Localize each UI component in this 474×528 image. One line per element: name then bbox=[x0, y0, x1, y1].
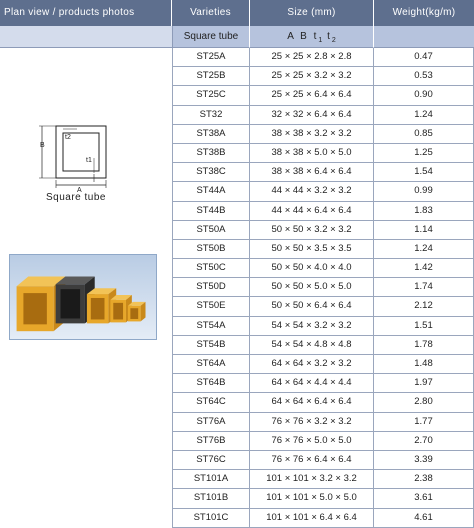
variety-cell: ST101A bbox=[172, 470, 250, 488]
table-row bbox=[172, 451, 474, 470]
table-row bbox=[172, 182, 474, 201]
dim-t2-label: $t_2$ bbox=[327, 31, 336, 44]
size-cell: 50 × 50 × 5.0 × 5.0 bbox=[250, 278, 374, 296]
diagram-label-b: B bbox=[40, 142, 45, 149]
weight-cell: 1.14 bbox=[374, 221, 474, 239]
table-row bbox=[172, 470, 474, 489]
weight-cell: 1.48 bbox=[374, 355, 474, 373]
variety-cell: ST64C bbox=[172, 393, 250, 411]
size-cell: 76 × 76 × 5.0 × 5.0 bbox=[250, 432, 374, 450]
variety-cell: ST76A bbox=[172, 413, 250, 431]
size-cell: 44 × 44 × 3.2 × 3.2 bbox=[250, 182, 374, 200]
table-row bbox=[172, 489, 474, 508]
table-row bbox=[172, 221, 474, 240]
size-cell: 101 × 101 × 3.2 × 3.2 bbox=[250, 470, 374, 488]
weight-cell: 1.78 bbox=[374, 336, 474, 354]
size-cell: 25 × 25 × 6.4 × 6.4 bbox=[250, 86, 374, 104]
size-cell: 38 × 38 × 6.4 × 6.4 bbox=[250, 163, 374, 181]
variety-cell: ST25C bbox=[172, 86, 250, 104]
table-row bbox=[172, 48, 474, 67]
variety-cell: ST44A bbox=[172, 182, 250, 200]
size-cell: 38 × 38 × 5.0 × 5.0 bbox=[250, 144, 374, 162]
weight-cell: 1.77 bbox=[374, 413, 474, 431]
header-plan-view: Plan view / products photos bbox=[0, 0, 172, 26]
table-row bbox=[172, 106, 474, 125]
weight-cell: 1.83 bbox=[374, 202, 474, 220]
table-row bbox=[172, 86, 474, 105]
size-cell: 44 × 44 × 6.4 × 6.4 bbox=[250, 202, 374, 220]
weight-cell: 1.54 bbox=[374, 163, 474, 181]
table-row bbox=[172, 240, 474, 259]
variety-cell: ST25A bbox=[172, 48, 250, 66]
weight-cell: 3.39 bbox=[374, 451, 474, 469]
variety-cell: ST64B bbox=[172, 374, 250, 392]
weight-cell: 1.25 bbox=[374, 144, 474, 162]
table-row bbox=[172, 317, 474, 336]
variety-cell: ST50D bbox=[172, 278, 250, 296]
variety-cell: ST38A bbox=[172, 125, 250, 143]
size-cell: 32 × 32 × 6.4 × 6.4 bbox=[250, 106, 374, 124]
products-photo bbox=[9, 254, 157, 340]
table-row bbox=[172, 393, 474, 412]
size-cell: 64 × 64 × 4.4 × 4.4 bbox=[250, 374, 374, 392]
variety-cell: ST64A bbox=[172, 355, 250, 373]
size-cell: 76 × 76 × 3.2 × 3.2 bbox=[250, 413, 374, 431]
table-row bbox=[172, 336, 474, 355]
size-cell: 50 × 50 × 3.5 × 3.5 bbox=[250, 240, 374, 258]
size-cell: 54 × 54 × 3.2 × 3.2 bbox=[250, 317, 374, 335]
header-weight: Weight(kg/m) bbox=[374, 0, 474, 26]
variety-cell: ST101B bbox=[172, 489, 250, 507]
weight-cell: 1.24 bbox=[374, 240, 474, 258]
variety-cell: ST76C bbox=[172, 451, 250, 469]
subheader-weight bbox=[374, 26, 474, 48]
weight-cell: 2.70 bbox=[374, 432, 474, 450]
size-cell: 101 × 101 × 6.4 × 6.4 bbox=[250, 509, 374, 527]
variety-cell: ST32 bbox=[172, 106, 250, 124]
variety-cell: ST50B bbox=[172, 240, 250, 258]
table-row bbox=[172, 163, 474, 182]
weight-cell: 0.90 bbox=[374, 86, 474, 104]
diagram-label-a: A bbox=[77, 187, 82, 194]
variety-cell: ST54B bbox=[172, 336, 250, 354]
variety-cell: ST50A bbox=[172, 221, 250, 239]
diagram-label-t2: t2 bbox=[65, 134, 71, 141]
weight-cell: 1.97 bbox=[374, 374, 474, 392]
size-cell: 64 × 64 × 6.4 × 6.4 bbox=[250, 393, 374, 411]
dim-a-label: A bbox=[287, 31, 296, 42]
variety-cell: ST101C bbox=[172, 509, 250, 527]
table-row bbox=[172, 374, 474, 393]
table-row bbox=[172, 202, 474, 221]
dim-t1-label: $t_1$ bbox=[313, 31, 323, 44]
dim-b-label: B bbox=[300, 31, 309, 42]
weight-cell: 0.53 bbox=[374, 67, 474, 85]
spec-table bbox=[172, 48, 474, 528]
diagram-label-t1: t1 bbox=[86, 157, 92, 164]
diagram-caption: Square tube bbox=[46, 192, 106, 203]
variety-cell: ST50E bbox=[172, 297, 250, 315]
table-row bbox=[172, 432, 474, 451]
header-size: Size (mm) bbox=[250, 0, 374, 26]
size-cell: 38 × 38 × 3.2 × 3.2 bbox=[250, 125, 374, 143]
variety-cell: ST76B bbox=[172, 432, 250, 450]
subheader-square-tube: Square tube bbox=[172, 26, 250, 48]
subheader-dimensions bbox=[250, 26, 374, 48]
table-row bbox=[172, 144, 474, 163]
variety-cell: ST50C bbox=[172, 259, 250, 277]
size-cell: 101 × 101 × 5.0 × 5.0 bbox=[250, 489, 374, 507]
weight-cell: 0.85 bbox=[374, 125, 474, 143]
size-cell: 50 × 50 × 6.4 × 6.4 bbox=[250, 297, 374, 315]
size-cell: 25 × 25 × 2.8 × 2.8 bbox=[250, 48, 374, 66]
size-cell: 25 × 25 × 3.2 × 3.2 bbox=[250, 67, 374, 85]
weight-cell: 1.74 bbox=[374, 278, 474, 296]
header-varieties: Varieties bbox=[172, 0, 250, 26]
size-cell: 64 × 64 × 3.2 × 3.2 bbox=[250, 355, 374, 373]
variety-cell: ST38C bbox=[172, 163, 250, 181]
table-row bbox=[172, 509, 474, 528]
variety-cell: ST54A bbox=[172, 317, 250, 335]
tube-5 bbox=[128, 302, 146, 322]
table-row bbox=[172, 67, 474, 86]
weight-cell: 0.99 bbox=[374, 182, 474, 200]
weight-cell: 1.24 bbox=[374, 106, 474, 124]
table-row bbox=[172, 278, 474, 297]
size-cell: 50 × 50 × 3.2 × 3.2 bbox=[250, 221, 374, 239]
weight-cell: 3.61 bbox=[374, 489, 474, 507]
subheader-left bbox=[0, 26, 172, 48]
size-cell: 76 × 76 × 6.4 × 6.4 bbox=[250, 451, 374, 469]
variety-cell: ST44B bbox=[172, 202, 250, 220]
weight-cell: 1.42 bbox=[374, 259, 474, 277]
weight-cell: 4.61 bbox=[374, 509, 474, 527]
size-cell: 54 × 54 × 4.8 × 4.8 bbox=[250, 336, 374, 354]
table-row bbox=[172, 297, 474, 316]
table-row bbox=[172, 259, 474, 278]
variety-cell: ST38B bbox=[172, 144, 250, 162]
weight-cell: 1.51 bbox=[374, 317, 474, 335]
weight-cell: 2.38 bbox=[374, 470, 474, 488]
table-row bbox=[172, 413, 474, 432]
weight-cell: 0.47 bbox=[374, 48, 474, 66]
weight-cell: 2.12 bbox=[374, 297, 474, 315]
table-row bbox=[172, 125, 474, 144]
weight-cell: 2.80 bbox=[374, 393, 474, 411]
table-row bbox=[172, 355, 474, 374]
variety-cell: ST25B bbox=[172, 67, 250, 85]
size-cell: 50 × 50 × 4.0 × 4.0 bbox=[250, 259, 374, 277]
square-tube-diagram bbox=[36, 118, 118, 202]
